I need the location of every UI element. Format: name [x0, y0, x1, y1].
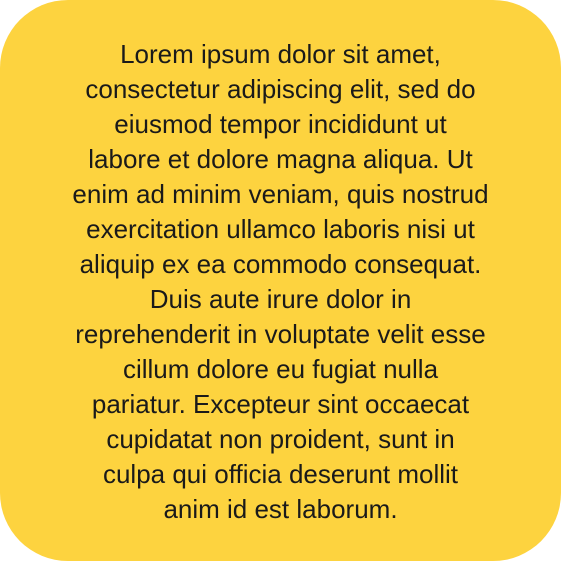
text-line: cupidatat non proident, sunt in — [106, 424, 455, 454]
text-line: Duis aute irure dolor in — [149, 284, 412, 314]
text-line: exercitation ullamco laboris nisi ut — [86, 214, 475, 244]
text-line: labore et dolore magna aliqua. Ut — [88, 144, 473, 174]
text-line: culpa qui officia deserunt mollit — [102, 459, 459, 489]
text-line: enim ad minim veniam, quis nostrud — [72, 179, 489, 209]
text-line: cillum dolore eu fugiat nulla — [122, 354, 439, 384]
text-line: eiusmod tempor incididunt ut — [114, 109, 447, 139]
card-text — [30, 37, 531, 527]
text-line: pariatur. Excepteur sint occaecat — [91, 389, 470, 419]
text-line: consectetur adipiscing elit, sed do — [85, 74, 476, 104]
text-line: anim id est laborum. — [163, 494, 398, 524]
text-line: reprehenderit in voluptate velit esse — [75, 319, 486, 349]
text-line: aliquip ex ea commodo consequat. — [79, 249, 482, 279]
text-line: Lorem ipsum dolor sit amet, — [120, 39, 441, 69]
